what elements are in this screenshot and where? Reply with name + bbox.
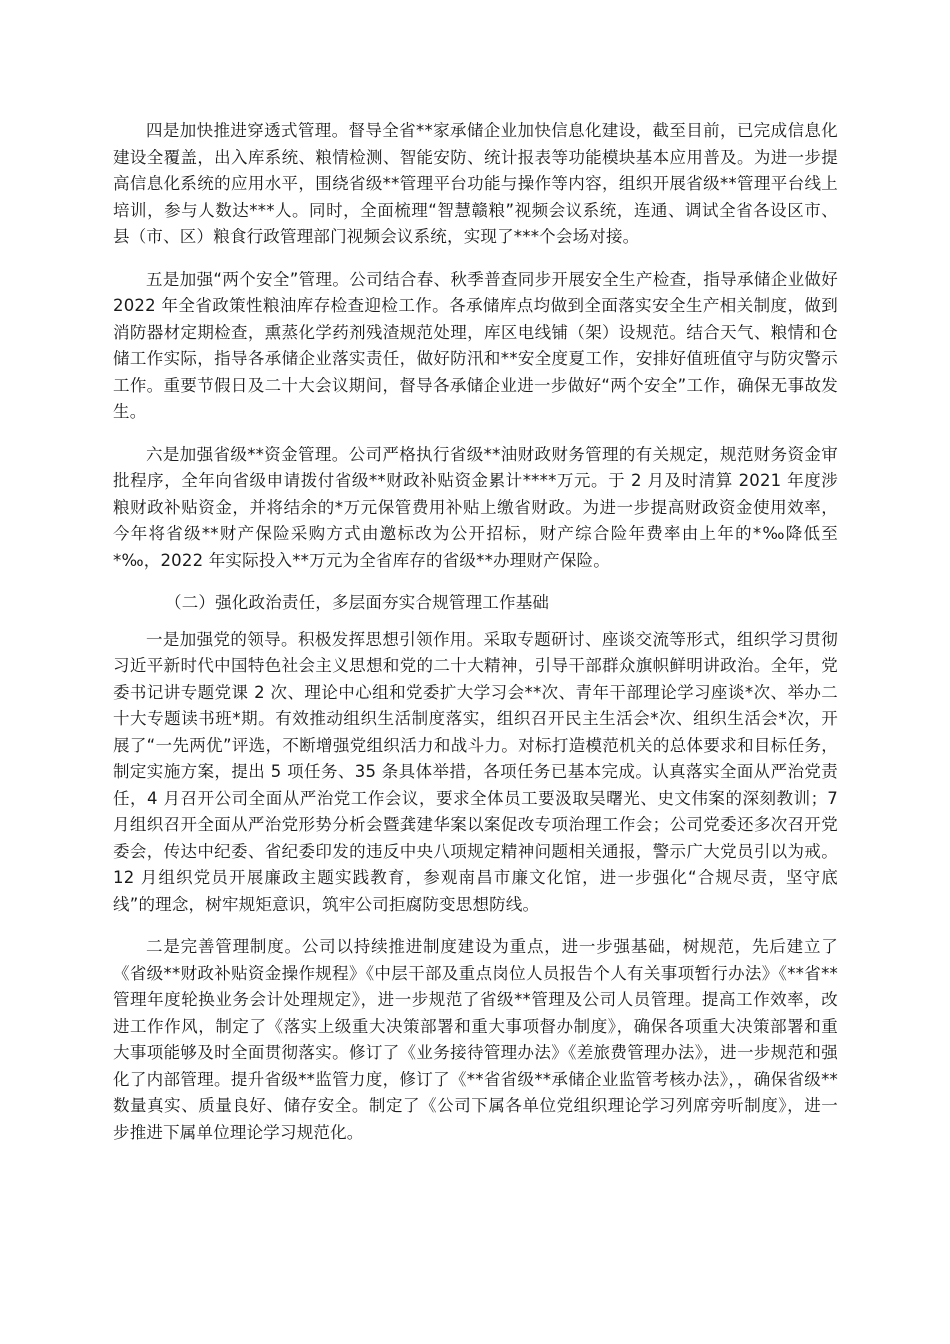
document-page	[113, 118, 838, 1146]
paragraph-spacer	[113, 574, 838, 590]
paragraph-management-system: 二是完善管理制度。公司以持续推进制度建设为重点，进一步强基础，树规范，先后建立了《省级**财政补贴资金操作规程》《中层干部及重点岗位人员报告个人有关事项暂行办法》《**省**管理年度轮换业务会计处理规定》，进一步规范了省级**管理及公司人员管理。提高工作效率，改进工作作风，制定了《落实上级重大决策部署和重大事项督办制度》，确保各项重大决策部署和重大事项能够及时全面贯彻落实。修订了《业务接待管理办法》《差旅费管理办法》，进一步规范和强化了内部管理。提升省级**监管力度，修订了《**省省级**承储企业监管考核办法》，，确保省级**数量真实、质量良好、储存安全。制定了《公司下属各单位党组织理论学习列席旁听制度》，进一步推进下属单位理论学习规范化。	[113, 937, 838, 1142]
paragraph-two-safety: 五是加强“两个安全”管理。公司结合春、秋季普查同步开展安全生产检查，指导承储企业做好 2022 年全省政策性粮油库存检查迎检工作。各承储库点均做到全面落实安全生产相关制度，做到消防器材定期检查，熏蒸化学药剂残渣规范处理，库区电线铺（架）设规范。结合天气、粮情和仓储工作实际，指导各承储企业落实责任，做好防汛和**安全度夏工作，安排好值班值守与防灾警示工作。重要节假日及二十大会议期间，督导各承储企业进一步做好“两个安全”工作，确保无事故发生。	[113, 269, 838, 421]
paragraph-penetrating-management: 四是加快推进穿透式管理。督导全省**家承储企业加快信息化建设，截至目前，已完成信息化建设全覆盖，出入库系统、粮情检测、智能安防、统计报表等功能模块基本应用普及。为进一步提高信息化系统的应用水平，围绕省级**管理平台功能与操作等内容，组织开展省级**管理平台线上培训，参与人数达***人。同时，全面梳理“智慧赣粮”视频会议系统，连通、调试全省各设区市、县（市、区）粮食行政管理部门视频会议系统，实现了***个会场对接。	[113, 121, 838, 246]
paragraph-spacer	[113, 251, 838, 267]
paragraph-party-leadership: 一是加强党的领导。积极发挥思想引领作用。采取专题研讨、座谈交流等形式，组织学习贯彻习近平新时代中国特色社会主义思想和党的二十大精神，引导干部群众旗帜鲜明讲政治。全年，党委书记讲专题党课 2 次、理论中心组和党委扩大学习会**次、青年干部理论学习座谈*次、举办二十大专题读书班*期。有效推动组织生活制度落实，组织召开民主生活会*次、组织生活会*次，开展了“一先两优”评选，不断增强党组织活力和战斗力。对标打造模范机关的总体要求和目标任务，制定实施方案，提出 5 项任务、35 条具体举措，各项任务已基本完成。认真落实全面从严治党责任，4 月召开公司全面从严治党工作会议，要求全体员工要汲取吴曙光、史文伟案的深刻教训；7 月组织召开全面从严治党形势分析会暨龚建华案以案促改专项治理工作会；公司党委还多次召开党委会，传达中纪委、省纪委印发的违反中央八项规定精神问题相关通报，警示广大党员引以为戒。12 月组织党员开展廉政主题实践教育，参观南昌市廉文化馆，进一步强化“合规尽责，坚守底线”的理念，树牢规矩意识，筑牢公司拒腐防变思想防线。	[113, 629, 838, 914]
paragraph-spacer	[113, 617, 838, 627]
section-heading: （二）强化政治责任，多层面夯实合规管理工作基础	[165, 593, 550, 612]
paragraph-spacer	[113, 426, 838, 442]
paragraph-fund-management: 六是加强省级**资金管理。公司严格执行省级**油财政财务管理的有关规定，规范财务资金审批程序，全年向省级申请拨付省级**财政补贴资金累计****万元。于 2 月及时清算 2021 年度涉粮财政补贴资金，并将结余的*万元保管费用补贴上缴省财政。为进一步提高财政资金使用效率，今年将省级**财产保险采购方式由邀标改为公开招标，财产综合险年费率由上年的*‰降低至*‰，2022 年实际投入**万元为全省库存的省级**办理财产保险。	[113, 444, 838, 570]
paragraph-spacer	[113, 918, 838, 934]
